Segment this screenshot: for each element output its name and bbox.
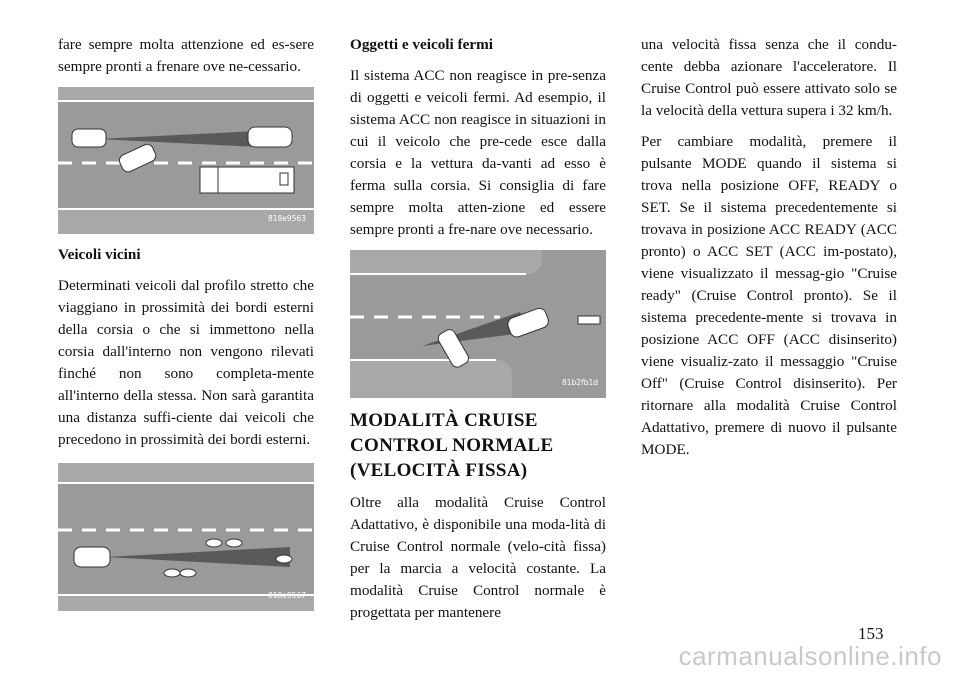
section-paragraph: Oltre alla modalità Cruise Control Adattativo, è disponibile una moda-lità di Cruise Control normale (velo-cità fissa) per la marcia a velocità costante. La modalità Cruise Control normale è progettata per mantenere [350,494,606,621]
page-number: 153 [858,624,884,643]
column-left [58,34,314,621]
figure-code: 818e9567 [267,591,306,600]
nearby-vehicles-paragraph: Determinati veicoli dal profilo stretto che viaggiano in prossimità dei bordi esterni della corsia o che si immettono nella corsia dall'interno non vengono rilevati finché non sono completa-mente all'interno della stessa. Non sarà garantita una distanza suffi-ciente dai veicoli che precedono in prossimità dei bordi esterni. [58,277,314,448]
section-title: MODALITÀ CRUISE CONTROL NORMALE (VELOCITÀ FISSA) [350,410,554,481]
figure-code: 81b2fb1d [561,378,598,387]
stationary-objects-paragraph: Il sistema ACC non reagisce in pre-senza di oggetti e veicoli fermi. Ad esempio, il sistema ACC non reagisce in situazioni in cui il veicolo che pre-cede esce dalla corsia e la vettura da-vanti ad esso è ferma sulla corsia. Si consiglia di fare sempre molta atten-zione ed essere sempre pronti a fre-nare ove necessario. [350,67,606,238]
figure-narrow-vehicles [58,87,314,234]
intro-paragraph: fare sempre molta attenzione ed es-sere sempre pronti a frenare ove ne-cessario. [58,36,314,75]
mode-change-paragraph: Per cambiare modalità, premere il pulsante MODE quando il sistema si trova nella posizione OFF, READY o SET. Se il sistema precedentemente si trovava in posizione ACC READY (ACC pronto) o ACC SET (ACC im-postato), viene visualizzato il messag-gio "Cruise ready" (Cruise Control pronto). Se il sistema precedente-mente si trovava in posizione ACC OFF (ACC disinserito) viene visualiz-zato il messaggio "Cruise Off" (Cruise Control disinserito). Per ritornare alla modalità Cruise Control Adattativo, premere di nuovo il pulsante MODE. [641,133,897,458]
figure-motorcycles [58,463,314,611]
figure-stationary-vehicle [350,250,606,398]
subheading-nearby-vehicles: Veicoli vicini [58,246,141,263]
watermark: carmanualsonline.info [678,641,942,671]
column-middle [350,34,606,633]
column-right [641,34,897,470]
subheading-stationary-objects: Oggetti e veicoli fermi [350,36,493,53]
cruise-activation-paragraph: una velocità fissa senza che il condu-cente debba azionare l'acceleratore. Il Cruise Control può essere attivato solo se la velocità della vettura supera i 32 km/h. [641,36,897,119]
figure-code: 818e9563 [267,214,306,223]
